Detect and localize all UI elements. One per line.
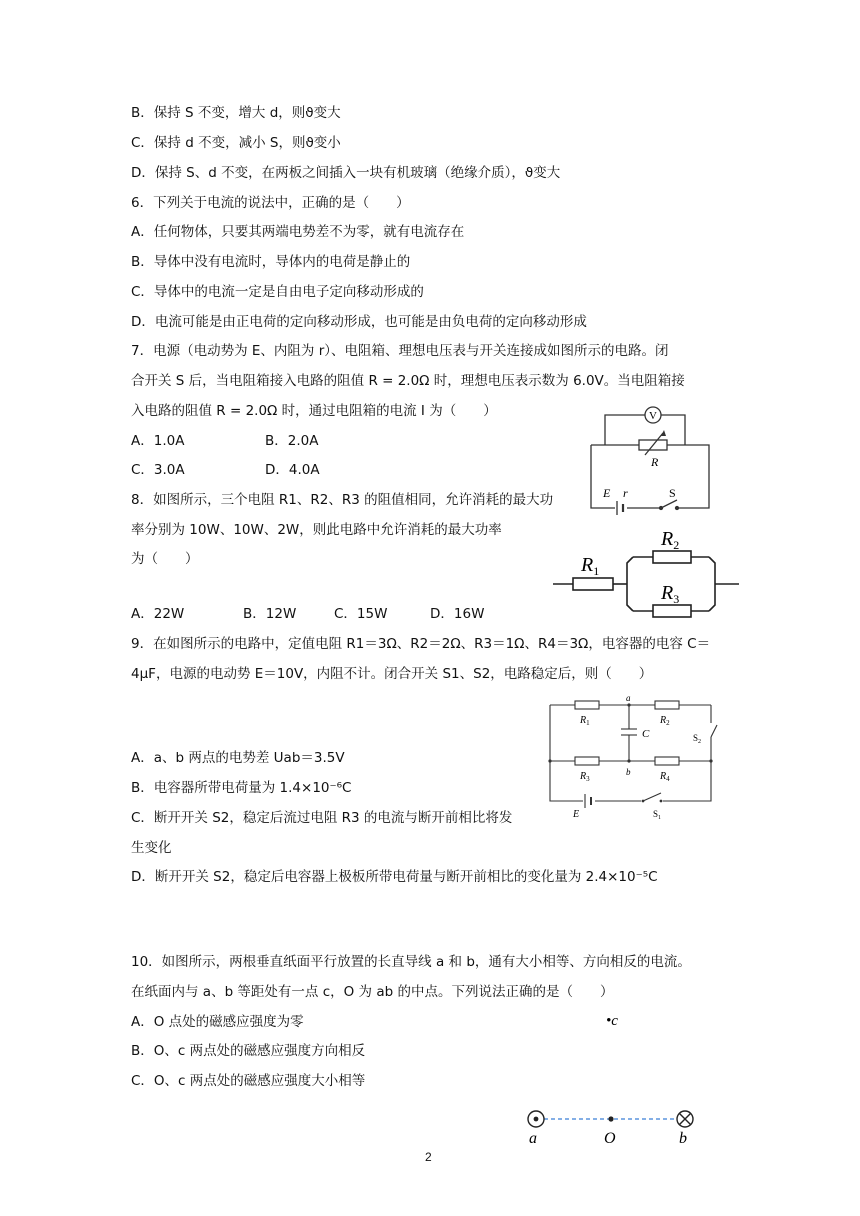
q7-stem-3: 入电路的阻值 R = 2.0Ω 时，通过电阻箱的电流 I 为（ ）: [131, 403, 497, 419]
fig10-label-b: b: [679, 1130, 687, 1147]
fig7-label-r: R: [651, 455, 659, 469]
q6-option-b: B．导体中没有电流时，导体内的电荷是静止的: [131, 254, 411, 270]
q9-option-b: B．电容器所带电荷量为 1.4×10⁻⁶C: [131, 780, 352, 796]
fig9-label-r1: $R_1$: [580, 715, 590, 727]
q10-stem-1: 10．如图所示，两根垂直纸面平行放置的长直导线 a 和 b，通有大小相等、方向相反的电流。: [131, 954, 691, 970]
fig9-label-s1: $S_1$: [653, 809, 662, 821]
fig7-label-e: E: [603, 486, 611, 500]
q10-point-c: [604, 1010, 644, 1032]
q10-option-a: A．O 点处的磁感应强度为零: [131, 1014, 304, 1030]
fig7-label-s: S: [669, 486, 676, 500]
q6-option-c: C．导体中的电流一定是自由电子定向移动形成的: [131, 284, 424, 300]
fig7-label-r-small: r: [623, 486, 628, 500]
q9-option-c-1: C．断开开关 S2，稳定后流过电阻 R3 的电流与断开前相比将发: [131, 810, 513, 826]
fig9-label-s2: $S_2$: [693, 733, 702, 745]
fig10-label-o: O: [604, 1130, 616, 1147]
q7-circuit-diagram: [585, 405, 715, 515]
q8-option-c: C．15W: [334, 606, 388, 622]
q9-stem-2: 4μF，电源的电动势 E＝10V，内阻不计。闭合开关 S1、S2，电路稳定后，则（ ）: [131, 666, 653, 682]
fig8-label-r3: $R_3$: [661, 582, 680, 606]
q7-option-b: B．2.0A: [265, 433, 319, 449]
q7-option-d: D．4.0A: [265, 462, 320, 478]
q8-option-b: B．12W: [243, 606, 297, 622]
q9-stem-1: 9．在如图所示的电路中，定值电阻 R1＝3Ω、R2＝2Ω、R3＝1Ω、R4＝3Ω，电容器的电容 C＝: [131, 636, 711, 652]
fig9-label-r3: $R_3$: [580, 771, 590, 783]
q10-option-c: C．O、c 两点处的磁感应强度大小相等: [131, 1073, 366, 1089]
fig10-label-a: a: [529, 1130, 537, 1147]
q6-option-a: A．任何物体，只要其两端电势差不为零，就有电流存在: [131, 224, 465, 240]
fig8-label-r1: $R_1$: [581, 554, 600, 578]
q7-stem-1: 7．电源（电动势为 E、内阻为 r）、电阻箱、理想电压表与开关连接成如图所示的电路。闭: [131, 343, 669, 359]
q6-option-d: D．电流可能是由正电荷的定向移动形成，也可能是由负电荷的定向移动形成: [131, 314, 587, 330]
q7-stem-2: 合开关 S 后，当电阻箱接入电路的阻值 R = 2.0Ω 时，理想电压表示数为 6.0V。当电阻箱接: [131, 373, 685, 389]
page-number: 2: [425, 1150, 432, 1164]
q9-circuit-diagram: [545, 693, 721, 821]
q8-stem-1: 8．如图所示，三个电阻 R1、R2、R3 的阻值相同，允许消耗的最大功: [131, 492, 554, 508]
q8-stem-3: 为（ ）: [131, 551, 199, 567]
q7-option-c: C．3.0A: [131, 462, 185, 478]
q8-stem-2: 率分别为 10W、10W、2W，则此电路中允许消耗的最大功率: [131, 522, 502, 538]
q8-option-d: D．16W: [430, 606, 485, 622]
q6-stem: 6．下列关于电流的说法中，正确的是（ ）: [131, 195, 410, 211]
fig10-label-c: •c: [606, 1013, 618, 1029]
fig9-label-e: E: [573, 809, 580, 820]
q10-stem-2: 在纸面内与 a、b 等距处有一点 c，O 为 ab 的中点。下列说法正确的是（ ）: [131, 984, 614, 1000]
q9-option-a: A．a、b 两点的电势差 Uab＝3.5V: [131, 750, 345, 766]
fig9-label-b: b: [626, 767, 631, 777]
q8-circuit-diagram: [553, 525, 741, 620]
fig9-label-r4: $R_4$: [660, 771, 670, 783]
q9-option-d: D．断开开关 S2，稳定后电容器上极板所带电荷量与断开前相比的变化量为 2.4×10⁻⁵C: [131, 869, 658, 885]
fig9-label-c: C: [642, 728, 650, 740]
point-o-icon: [608, 1116, 613, 1121]
fig9-label-a: a: [626, 693, 631, 703]
q9-option-c-2: 生变化: [131, 840, 172, 856]
fig8-label-r2: $R_2$: [661, 528, 680, 552]
fig9-label-r2: $R_2$: [660, 715, 670, 727]
q7-option-a: A．1.0A: [131, 433, 185, 449]
q8-option-a: A．22W: [131, 606, 185, 622]
q5-option-d: D．保持 S、d 不变，在两板之间插入一块有机玻璃（绝缘介质），ϑ变大: [131, 165, 561, 181]
q10-wire-diagram: [518, 1103, 708, 1149]
q5-option-b: B．保持 S 不变，增大 d，则ϑ变大: [131, 105, 341, 121]
fig7-label-v: V: [649, 410, 657, 422]
q10-option-b: B．O、c 两点处的磁感应强度方向相反: [131, 1043, 366, 1059]
q5-option-c: C．保持 d 不变，减小 S，则ϑ变小: [131, 135, 341, 151]
